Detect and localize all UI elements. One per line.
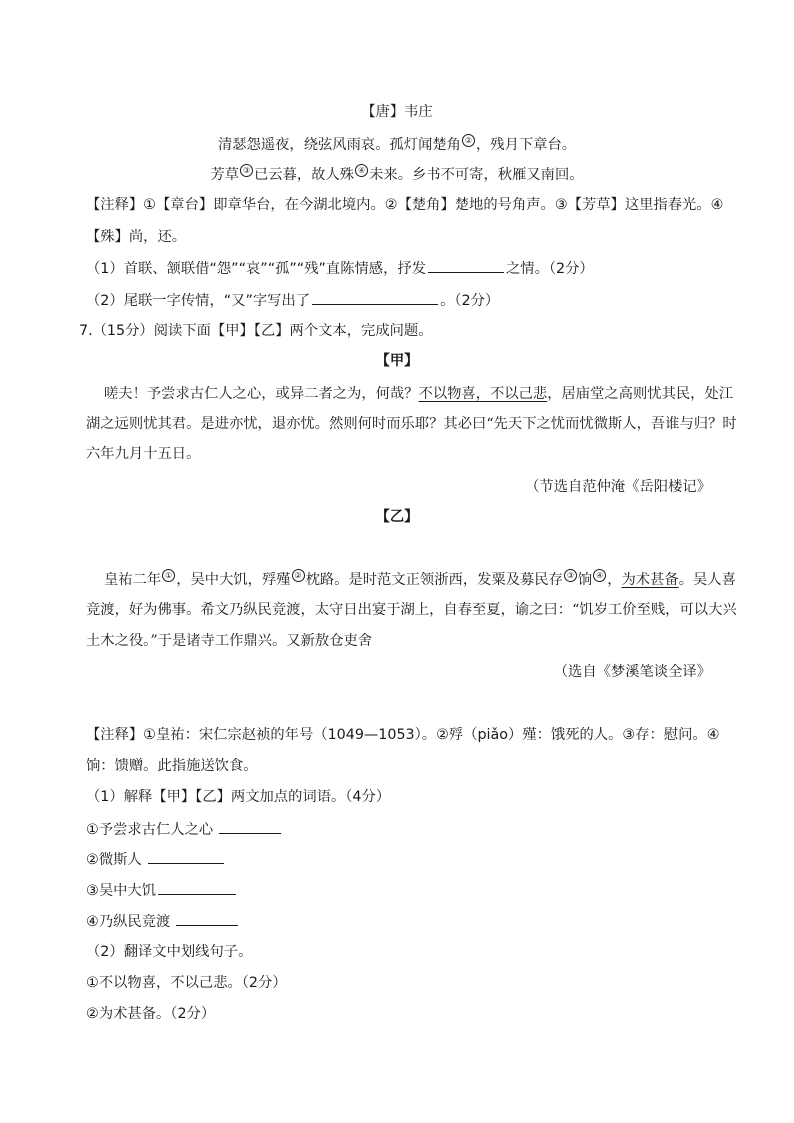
yi-header: 【乙】: [375, 509, 419, 525]
word-item-4: [86, 911, 240, 932]
poem-line-1: [0, 134, 794, 155]
yi-text-h: “饥岁工价至贱，可以大兴: [572, 602, 737, 618]
yi-paragraph-line-1: [104, 569, 736, 590]
word-item-3-text: ③吴中大饥: [86, 883, 157, 899]
poem-question-2-text: （2）尾联一字传情，“又”字写出了: [86, 293, 311, 309]
jia-text-d: “先天下之忧而忧微斯人，吾谁与归？时: [486, 416, 737, 432]
poem-line-2-text-c: 未来。乡书不可寄，秋雁又南回。: [369, 167, 584, 183]
question-7-title: 7.（15分）阅读下面【甲】【乙】两个文本，完成问题。: [79, 323, 433, 339]
poem-line-2-text-b: 已云暮，故人殊: [254, 167, 355, 183]
note-marker: ②: [462, 134, 475, 147]
yi-text-f: 。吴人喜: [678, 572, 736, 588]
poem-question-1-text: （1）首联、颔联借“怨”“哀”“孤”“残”直陈情感，抒发: [86, 261, 426, 277]
poem-line-1-text-a: 清瑟怨遥夜，绕弦风雨哀。孤灯闻楚角: [217, 137, 461, 153]
poem-question-1-suffix: 之情。（2分）: [506, 261, 594, 277]
word-item-2: [86, 849, 226, 870]
jia-header: 【甲】: [375, 353, 419, 369]
poem-question-2: [86, 290, 499, 311]
answer-blank[interactable]: [148, 849, 224, 864]
poem-note-line-2: 【殊】尚，还。: [86, 229, 187, 245]
yi-underlined-sentence: 为术甚备: [621, 572, 679, 588]
poem-line-1-text-b: ，残月下章台。: [475, 137, 577, 153]
yi-paragraph-line-2: [86, 600, 737, 620]
answer-blank[interactable]: [428, 258, 504, 273]
yi-note-line-2: 饷：馈赠。此指施送饮食。: [86, 758, 258, 774]
translate-item-1: ①不以物喜，不以己悲。（2分）: [86, 975, 287, 991]
yi-text-d: 饷: [577, 572, 593, 588]
word-item-3: [86, 880, 238, 901]
translate-item-2: ②为术甚备。（2分）: [86, 1006, 216, 1022]
jia-paragraph-line-1: [104, 384, 733, 404]
sub-question-2: （2）翻译文中划线句子。: [86, 944, 253, 960]
jia-source: （节选自范仲淹《岳阳楼记》: [525, 479, 711, 495]
word-item-1: [86, 819, 283, 840]
yi-text-e: ，: [607, 572, 622, 588]
answer-blank[interactable]: [158, 880, 236, 895]
poem-header: 【唐】韦庄: [361, 104, 433, 120]
note-marker: ④: [355, 164, 368, 177]
yi-source: （选自《梦溪笔谈全译》: [553, 664, 711, 680]
poem-note-line-1: 【注释】①【章台】即章华台，在今湖北境内。②【楚角】楚地的号角声。③【芳草】这里指春光。④: [86, 197, 724, 213]
yi-paragraph-line-3: 土木之役。”于是诸寺工作鼎兴。又新敖仓吏舍: [86, 633, 373, 649]
word-item-4-text: ④乃纵民竞渡: [86, 914, 171, 930]
word-item-1-text: ①予尝求古仁人之心: [86, 822, 214, 838]
jia-underlined-sentence: 不以物喜，不以己悲: [418, 386, 548, 402]
poem-line-2-text-a: 芳草: [210, 167, 240, 183]
note-marker: ①: [162, 569, 175, 582]
jia-paragraph-line-3: 六年九月十五日。: [86, 446, 201, 462]
jia-text-a: 嗟夫！予尝求古仁人之心，或异二者之为，何哉？: [104, 386, 419, 402]
note-marker: ④: [593, 569, 606, 582]
word-item-2-text: ②微斯人: [86, 852, 142, 868]
yi-text-g: 竞渡，好为佛事。希文乃纵民竞渡，太守日出宴于湖上，自春至夏，谕之曰：: [86, 602, 573, 618]
sub-question-1: （1）解释【甲】【乙】两文加点的词语。（4分）: [86, 789, 391, 805]
jia-text-b: ，居庙堂之高则忧其民，处江: [547, 386, 734, 402]
poem-line-2: [0, 164, 794, 185]
poem-question-1: [86, 258, 594, 279]
note-marker: ③: [240, 164, 253, 177]
jia-paragraph-line-2: [86, 414, 737, 434]
answer-blank[interactable]: [219, 819, 281, 834]
poem-question-2-suffix: 。（2分）: [440, 293, 500, 309]
jia-text-c: 湖之远则忧其君。是进亦忧，退亦忧。然则何时而乐耶？其必曰: [86, 416, 487, 432]
note-marker: ③: [564, 569, 577, 582]
note-marker: ②: [292, 569, 305, 582]
answer-blank[interactable]: [312, 290, 438, 305]
yi-text-b: ，吴中大饥，殍殣: [176, 572, 291, 588]
yi-note-line-1: 【注释】①皇祐：宋仁宗赵祯的年号（1049—1053）。②殍（piǎo）殣：饿死的人。③存：慰问。④: [86, 727, 720, 743]
answer-blank[interactable]: [176, 911, 238, 926]
yi-text-a: 皇祐二年: [104, 572, 162, 588]
yi-text-c: 枕路。是时范文正领浙西，发粟及募民存: [305, 572, 563, 588]
